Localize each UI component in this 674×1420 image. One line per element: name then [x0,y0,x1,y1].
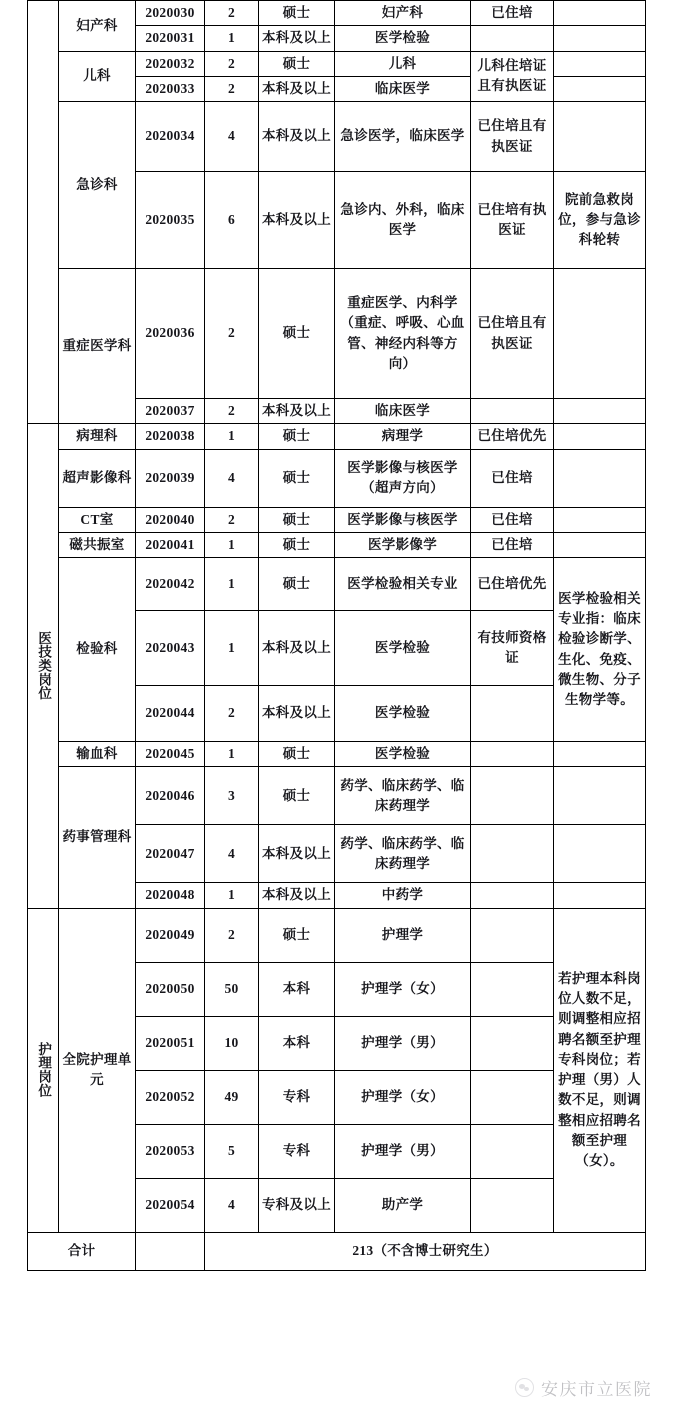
dept-cell: 输血科 [59,742,136,767]
category-cell-nursing: 护理岗位 [28,908,59,1232]
major-cell: 护理学（女） [335,1070,471,1124]
degree-cell: 硕士 [259,51,335,76]
count-cell: 4 [205,825,259,883]
major-cell: 医学影像与核医学 [335,507,471,532]
count-cell: 3 [205,767,259,825]
requirement-cell: 已住培 [471,449,554,507]
major-cell: 重症医学、内科学（重症、呼吸、心血管、神经内科等方向） [335,269,471,399]
degree-cell: 本科及以上 [259,172,335,269]
major-cell: 药学、临床药学、临床药理学 [335,767,471,825]
table-row [28,269,646,399]
count-cell: 49 [205,1070,259,1124]
requirement-cell [471,767,554,825]
count-cell: 4 [205,102,259,172]
requirement-cell: 已住培 [471,1,554,26]
code-cell: 2020048 [136,883,205,908]
code-cell: 2020030 [136,1,205,26]
wechat-logo-icon [515,1378,534,1397]
requirement-cell: 已住培优先 [471,558,554,611]
code-cell: 2020038 [136,424,205,449]
degree-cell: 硕士 [259,742,335,767]
count-cell: 1 [205,611,259,686]
dept-cell: 病理科 [59,424,136,449]
remark-cell [554,26,646,51]
code-cell: 2020053 [136,1124,205,1178]
total-blank-cell [136,1232,205,1270]
code-cell: 2020052 [136,1070,205,1124]
requirement-cell: 已住培 [471,507,554,532]
recruitment-table-container [27,0,645,1271]
degree-cell: 本科及以上 [259,102,335,172]
remark-cell: 若护理本科岗位人数不足，则调整相应招聘名额至护理专科岗位；若护理（男）人数不足，则调整相应招聘名额至护理（女）。 [554,908,646,1232]
major-cell: 医学影像与核医学（超声方向） [335,449,471,507]
remark-cell [554,883,646,908]
code-cell: 2020049 [136,908,205,962]
dept-cell: 全院护理单元 [59,908,136,1232]
degree-cell: 专科及以上 [259,1178,335,1232]
remark-cell [554,742,646,767]
major-cell: 医学检验相关专业 [335,558,471,611]
dept-cell: 超声影像科 [59,449,136,507]
recruitment-table [27,0,646,1271]
major-cell: 护理学（男） [335,1124,471,1178]
count-cell: 6 [205,172,259,269]
code-cell: 2020036 [136,269,205,399]
remark-cell: 院前急救岗位，参与急诊科轮转 [554,172,646,269]
table-row [28,532,646,557]
degree-cell: 硕士 [259,532,335,557]
dept-cell: 妇产科 [59,1,136,52]
count-cell: 1 [205,424,259,449]
remark-cell [554,507,646,532]
code-cell: 2020031 [136,26,205,51]
degree-cell: 硕士 [259,558,335,611]
requirement-cell [471,962,554,1016]
degree-cell: 本科及以上 [259,399,335,424]
remark-cell [554,51,646,76]
requirement-cell: 已住培 [471,532,554,557]
requirement-cell [471,1070,554,1124]
code-cell: 2020037 [136,399,205,424]
degree-cell: 本科及以上 [259,883,335,908]
requirement-cell [471,1016,554,1070]
remark-cell [554,532,646,557]
category-cell-medtech: 医技类岗位 [28,424,59,908]
table-row [28,742,646,767]
table-row [28,767,646,825]
degree-cell: 硕士 [259,767,335,825]
code-cell: 2020044 [136,686,205,742]
code-cell: 2020041 [136,532,205,557]
major-cell: 急诊医学，临床医学 [335,102,471,172]
count-cell: 4 [205,1178,259,1232]
remark-cell [554,1,646,26]
major-cell: 中药学 [335,883,471,908]
code-cell: 2020045 [136,742,205,767]
degree-cell: 专科 [259,1124,335,1178]
table-row [28,908,646,962]
major-cell: 助产学 [335,1178,471,1232]
degree-cell: 本科及以上 [259,76,335,101]
count-cell: 1 [205,558,259,611]
code-cell: 2020046 [136,767,205,825]
code-cell: 2020040 [136,507,205,532]
requirement-cell: 儿科住培证且有执医证 [471,51,554,102]
table-row [28,558,646,611]
dept-cell: 重症医学科 [59,269,136,424]
count-cell: 1 [205,532,259,557]
code-cell: 2020039 [136,449,205,507]
table-row [28,102,646,172]
count-cell: 2 [205,908,259,962]
major-cell: 儿科 [335,51,471,76]
count-cell: 1 [205,26,259,51]
remark-cell [554,424,646,449]
table-row [28,1,646,26]
requirement-cell [471,1178,554,1232]
degree-cell: 硕士 [259,269,335,399]
table-total-row [28,1232,646,1270]
degree-cell: 本科 [259,962,335,1016]
remark-cell [554,767,646,825]
requirement-cell [471,825,554,883]
degree-cell: 硕士 [259,908,335,962]
major-cell: 医学检验 [335,26,471,51]
degree-cell: 本科及以上 [259,26,335,51]
major-cell: 临床医学 [335,76,471,101]
requirement-cell [471,686,554,742]
code-cell: 2020042 [136,558,205,611]
count-cell: 2 [205,399,259,424]
major-cell: 妇产科 [335,1,471,26]
degree-cell: 专科 [259,1070,335,1124]
degree-cell: 本科 [259,1016,335,1070]
total-value: 213（不含博士研究生） [205,1232,646,1270]
count-cell: 2 [205,51,259,76]
major-cell: 药学、临床药学、临床药理学 [335,825,471,883]
code-cell: 2020051 [136,1016,205,1070]
requirement-cell: 已住培优先 [471,424,554,449]
table-row [28,424,646,449]
dept-cell: CT室 [59,507,136,532]
dept-cell: 急诊科 [59,102,136,269]
count-cell: 2 [205,686,259,742]
count-cell: 1 [205,883,259,908]
code-cell: 2020047 [136,825,205,883]
requirement-cell: 已住培有执医证 [471,172,554,269]
remark-cell [554,449,646,507]
requirement-cell [471,1124,554,1178]
major-cell: 病理学 [335,424,471,449]
remark-cell [554,269,646,399]
code-cell: 2020043 [136,611,205,686]
major-cell: 医学检验 [335,686,471,742]
remark-cell: 医学检验相关专业指：临床检验诊断学、生化、免疫、微生物、分子生物学等。 [554,558,646,742]
major-cell: 医学检验 [335,742,471,767]
major-cell: 护理学 [335,908,471,962]
count-cell: 5 [205,1124,259,1178]
code-cell: 2020035 [136,172,205,269]
table-row [28,449,646,507]
degree-cell: 硕士 [259,1,335,26]
count-cell: 4 [205,449,259,507]
requirement-cell [471,883,554,908]
remark-cell [554,825,646,883]
requirement-cell: 有技师资格证 [471,611,554,686]
watermark [515,1375,652,1400]
remark-cell [554,399,646,424]
dept-cell: 磁共振室 [59,532,136,557]
code-cell: 2020050 [136,962,205,1016]
degree-cell: 本科及以上 [259,686,335,742]
total-label: 合计 [28,1232,136,1270]
requirement-cell: 已住培且有执医证 [471,269,554,399]
requirement-cell [471,742,554,767]
requirement-cell: 已住培且有执医证 [471,102,554,172]
count-cell: 2 [205,507,259,532]
table-row [28,507,646,532]
degree-cell: 本科及以上 [259,611,335,686]
degree-cell: 硕士 [259,424,335,449]
code-cell: 2020054 [136,1178,205,1232]
degree-cell: 本科及以上 [259,825,335,883]
dept-cell: 儿科 [59,51,136,102]
count-cell: 1 [205,742,259,767]
major-cell: 急诊内、外科，临床医学 [335,172,471,269]
remark-cell [554,76,646,101]
count-cell: 50 [205,962,259,1016]
code-cell: 2020034 [136,102,205,172]
major-cell: 护理学（男） [335,1016,471,1070]
watermark-label: 安庆市立医院 [541,1380,652,1399]
dept-cell: 药事管理科 [59,767,136,908]
count-cell: 2 [205,269,259,399]
table-row [28,51,646,76]
major-cell: 护理学（女） [335,962,471,1016]
code-cell: 2020032 [136,51,205,76]
requirement-cell [471,399,554,424]
count-cell: 2 [205,76,259,101]
requirement-cell [471,908,554,962]
code-cell: 2020033 [136,76,205,101]
category-cell-clinical [28,1,59,424]
major-cell: 临床医学 [335,399,471,424]
dept-cell: 检验科 [59,558,136,742]
count-cell: 10 [205,1016,259,1070]
requirement-cell [471,26,554,51]
major-cell: 医学检验 [335,611,471,686]
count-cell: 2 [205,1,259,26]
degree-cell: 硕士 [259,507,335,532]
major-cell: 医学影像学 [335,532,471,557]
degree-cell: 硕士 [259,449,335,507]
remark-cell [554,102,646,172]
